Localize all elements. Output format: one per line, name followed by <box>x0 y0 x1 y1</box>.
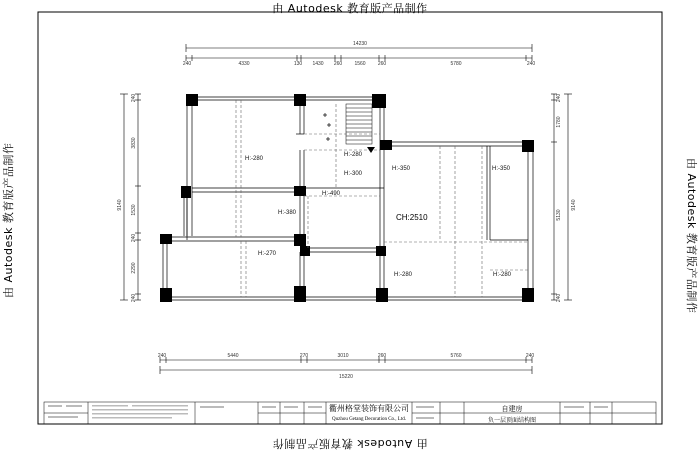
bottom-dimension-chain <box>160 357 532 374</box>
height-labels <box>245 152 512 278</box>
lamp-markers <box>323 113 331 141</box>
watermark-top: 由 Autodesk 教育版产品制作 <box>272 2 428 15</box>
dim-label: 240 <box>157 353 167 359</box>
ceiling-height-label: CH:2510 <box>396 213 428 222</box>
height-label: H:-280 <box>245 156 264 162</box>
drawing-name: 负一层顶面结构图 <box>487 417 537 424</box>
dim-label: 1780 <box>556 116 562 128</box>
drawing-border <box>38 12 662 424</box>
dim-label: 240 <box>526 61 536 67</box>
watermark-left: 由 Autodesk 教育版产品制作 <box>2 142 15 298</box>
height-label: H:-280 <box>493 272 512 278</box>
beam-lines <box>236 100 528 297</box>
height-label: H:-280 <box>344 152 363 158</box>
height-label: H:-350 <box>392 166 411 172</box>
column <box>186 94 198 106</box>
column <box>181 186 191 198</box>
top-segment-dimensions <box>183 61 536 67</box>
dim-label: 1430 <box>312 61 324 67</box>
dim-label: 1530 <box>131 204 137 216</box>
dim-label: 260 <box>333 61 343 67</box>
company-name-cn: 衢州格堂装饰有限公司 <box>329 404 409 413</box>
column <box>376 288 388 302</box>
dim-label: 240 <box>556 293 562 303</box>
bottom-total-dimension: 15220 <box>339 374 353 380</box>
dim-label: 240 <box>182 61 192 67</box>
dim-label: 240 <box>131 293 137 303</box>
column <box>522 288 534 302</box>
left-total-dimension: 9140 <box>117 199 123 211</box>
top-total-dimension: 14230 <box>353 41 367 47</box>
dim-label: 1560 <box>354 61 366 67</box>
walls <box>163 97 534 300</box>
dim-label: 2290 <box>131 262 137 274</box>
dim-label: 3010 <box>337 353 349 359</box>
column <box>294 286 306 302</box>
column <box>372 94 386 108</box>
dim-label: 270 <box>299 353 309 359</box>
right-total-dimension: 9140 <box>571 199 577 211</box>
height-label: H:-270 <box>258 251 277 257</box>
column <box>380 140 392 150</box>
dim-label: 240 <box>131 93 137 103</box>
left-segment-dimensions <box>131 94 137 303</box>
dim-label: 4330 <box>238 61 250 67</box>
dim-label: 5440 <box>227 353 239 359</box>
height-label: H:-380 <box>278 210 297 216</box>
dim-label: 3830 <box>131 137 137 149</box>
watermark-bottom: 由 Autodesk 教育版产品制作 <box>272 437 428 450</box>
project-name: 自建房 <box>501 405 523 413</box>
dim-label: 240 <box>556 93 562 103</box>
stair-arrow-icon <box>367 147 375 153</box>
dim-label: 260 <box>377 353 387 359</box>
dim-label: 5780 <box>450 61 462 67</box>
bottom-segment-dimensions <box>158 353 535 359</box>
company-name-en: Quzhou Getang Decoration Co., Ltd. <box>331 417 407 422</box>
height-label: H:-490 <box>322 191 341 197</box>
column <box>300 246 310 256</box>
dim-label: 5130 <box>556 209 562 221</box>
dim-label: 260 <box>377 61 387 67</box>
right-segment-dimensions <box>556 94 562 303</box>
dim-label: 240 <box>131 233 137 243</box>
column <box>160 288 172 302</box>
structural-columns <box>160 94 534 302</box>
dim-label: 240 <box>525 353 535 359</box>
watermark-right: 由 Autodesk 教育版产品制作 <box>685 158 698 314</box>
column <box>294 94 306 106</box>
staircase <box>346 104 372 144</box>
column <box>294 186 306 196</box>
dim-label: 130 <box>293 61 303 67</box>
height-label: H:-350 <box>492 166 511 172</box>
column <box>160 234 172 244</box>
column <box>522 140 534 152</box>
height-label: H:-280 <box>394 272 413 278</box>
dim-label: 5760 <box>450 353 462 359</box>
height-label: H:-300 <box>344 171 363 177</box>
column <box>294 234 306 246</box>
column <box>376 246 386 256</box>
